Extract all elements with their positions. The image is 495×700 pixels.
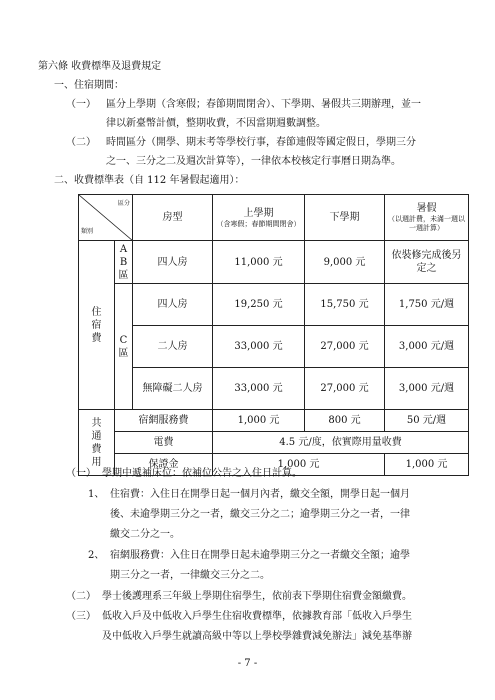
group-common-fees: 共通費用 [79,410,115,476]
note1-1-number: 1、 [88,489,105,500]
note1-2-line1: 宿網服務費：入住日在開學日起未逾學期三分之一者繳交全額；逾學 [110,550,410,561]
note1-number: （一） [66,468,96,479]
electricity-label: 電費 [115,432,213,454]
header-first-note: （含寒假；春節期間閉舍） [216,219,301,228]
first-semester-cell: 33,000 元 [213,326,305,368]
corner-top-label: 區分 [117,200,130,207]
note1-2-number: 2、 [88,550,105,561]
zone-ab: AB區 [115,241,133,284]
table-row [79,432,469,454]
second-semester-cell: 9,000 元 [305,241,385,284]
note2-text: 學士後護理系三年級上學期住宿學生，依前表下學期住宿費金額繳費。 [102,591,412,602]
table-row [79,241,469,284]
item1-number: （一） [66,99,96,110]
fee-table [78,194,469,476]
item1-line2: 律以新臺幣計價，整期收費，不因當期週數調整。 [106,118,326,129]
summer-cell: 3,000 元/週 [385,368,469,410]
room-type-cell: 四人房 [133,284,213,326]
corner-bottom-label: 類別 [81,228,94,235]
summer-cell: 1,750 元/週 [385,284,469,326]
note3-line1: 低收入戶及中低收入戶學生住宿收費標準，依據教育部「低收入戶學生 [102,611,412,622]
header-room-type: 房型 [133,195,213,241]
header-summer [385,195,469,241]
table-row [79,368,469,410]
table-row [79,326,469,368]
note1-1-line1: 住宿費：入住日在開學日起一個月內者，繳交全額，開學日起一個月 [110,489,410,500]
header-first-semester [213,195,305,241]
first-semester-cell: 19,250 元 [213,284,305,326]
deposit-label: 保證金 [115,454,213,476]
page-number: - 7 - [237,658,258,669]
article-title: 第六條 收費標準及退費規定 [38,61,162,72]
net-fee-label: 宿網服務費 [115,410,213,432]
table-corner-cell [79,195,133,241]
item1-line1: 區分上學期（含寒假；春節期間閉舍）、下學期、暑假共三期辦理，並一 [106,99,421,110]
room-type-cell: 四人房 [133,241,213,284]
first-semester-cell: 33,000 元 [213,368,305,410]
item2-number: （二） [66,137,96,148]
second-semester-cell: 27,000 元 [305,326,385,368]
electricity-value: 4.5 元/度，依實際用量收費 [213,432,469,454]
summer-cell: 依裝修完成後另定之 [385,241,469,284]
summer-cell: 3,000 元/週 [385,326,469,368]
header-second-semester: 下學期 [305,195,385,241]
net-fee-first: 1,000 元 [213,410,305,432]
section2-heading: 二、收費標準表（自 112 年暑假起適用）： [54,175,245,186]
zone-c: C區 [115,284,133,410]
note2-number: （二） [66,591,96,602]
note1-2-line2: 期三分之一者，一律繳交三分之二。 [110,570,270,581]
note1-1-line3: 繳交二分之一。 [110,529,180,540]
note3-number: （三） [66,611,96,622]
net-fee-second: 800 元 [305,410,385,432]
first-semester-cell: 11,000 元 [213,241,305,284]
note1-1-line2: 後、未逾學期三分之一者，繳交三分之二；逾學期三分之一者，一律 [110,509,410,520]
section1-heading: 一、住宿期間： [54,80,124,91]
net-fee-summer: 50 元/週 [385,410,469,432]
second-semester-cell: 15,750 元 [305,284,385,326]
item2-line1: 時間區分（開學、期末考等學校行事，春節連假等國定假日，學期三分 [106,137,416,148]
second-semester-cell: 27,000 元 [305,368,385,410]
deposit-summer: 1,000 元 [385,454,469,476]
group-housing-fee: 住宿費 [79,241,115,410]
deposit-semester: 1,000 元 [213,454,385,476]
header-summer-note: （以週計費，未滿一週以一週計算） [388,215,465,232]
note1-text: 學期中遞補床位：依補位公告之入住日計算。 [102,468,302,479]
table-row [79,410,469,432]
room-type-cell: 無障礙二人房 [133,368,213,410]
table-row [79,284,469,326]
header-first-label: 上學期 [243,207,274,219]
room-type-cell: 二人房 [133,326,213,368]
item2-line2: 之一、三分之二及週次計算等），一律依本校核定行事曆日期為準。 [106,156,401,167]
note3-line2: 及中低收入戶學生就讀高級中等以上學校學雜費減免辦法」減免基準辦 [102,631,412,642]
header-summer-label: 暑假 [416,203,437,214]
